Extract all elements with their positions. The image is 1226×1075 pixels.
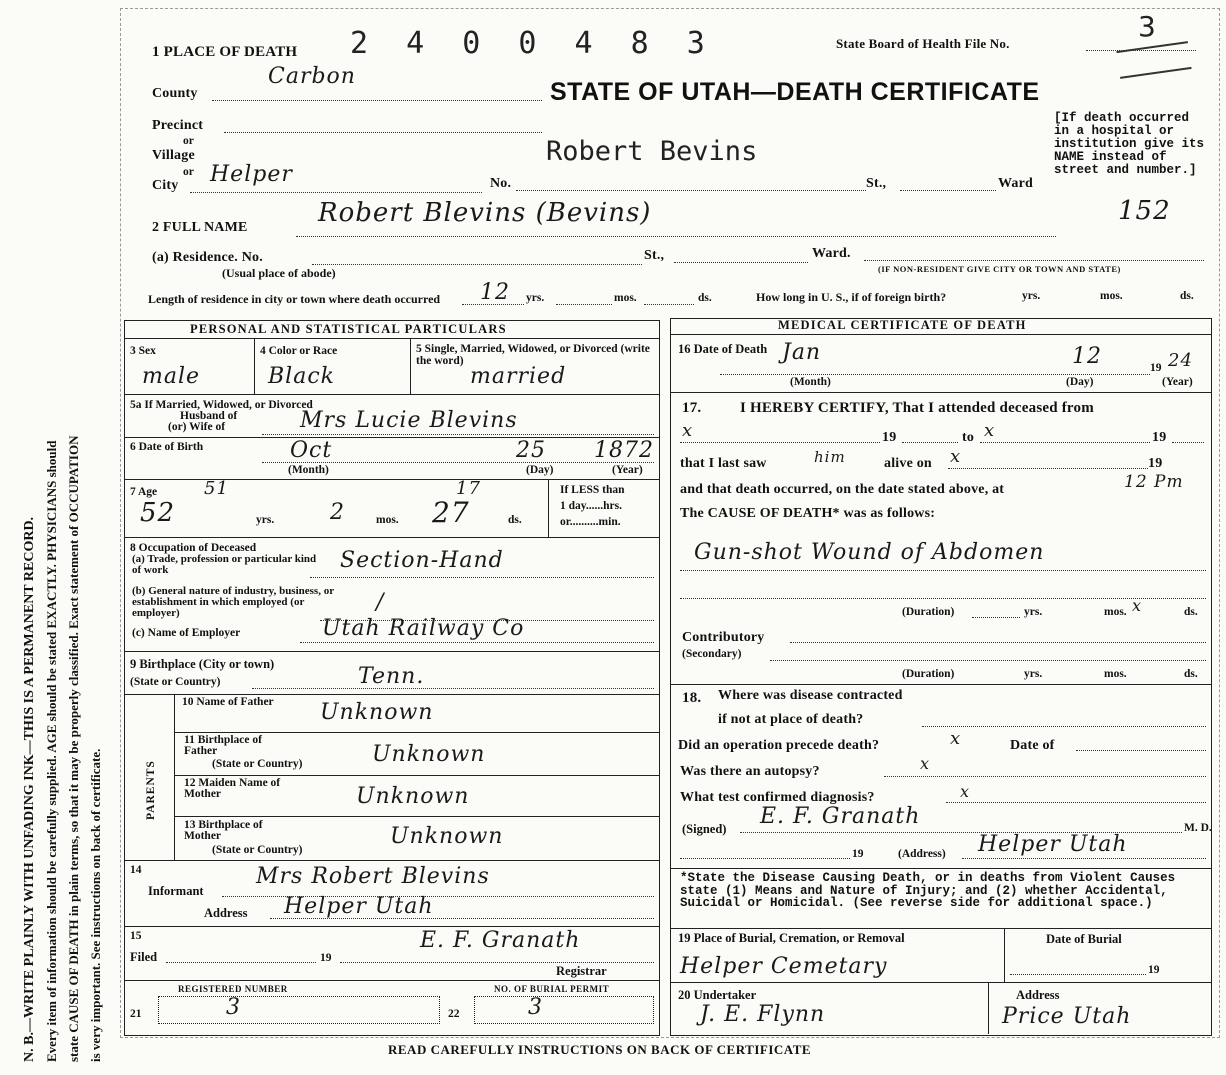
- operation-label: Did an operation precede death?: [678, 738, 880, 753]
- village-label: Village: [152, 148, 195, 163]
- residence-label: (a) Residence. No.: [152, 250, 263, 265]
- death-year-prefix: 19: [1150, 362, 1162, 374]
- signed-year-label: 19: [852, 848, 864, 860]
- precinct-label: Precinct: [152, 118, 204, 133]
- registered-number-value: 3: [226, 995, 241, 1020]
- side-note-line3: state CAUSE OF DEATH in plain terms, so that it may be properly classified. Exact statement of OCCUPATION: [66, 435, 81, 1062]
- test-value: x: [960, 782, 971, 801]
- undertaker-label: 20 Undertaker: [678, 988, 757, 1002]
- or-label-1: or: [183, 135, 194, 147]
- death-year-caption: (Year): [1162, 376, 1193, 388]
- duration-yrs-1: yrs.: [1024, 606, 1043, 618]
- occupation-b-value: /: [376, 590, 385, 615]
- dob-year: 1872: [594, 438, 654, 463]
- file-no-label: State Board of Health File No.: [836, 36, 1010, 51]
- burial-permit-heading: NO. OF BURIAL PERMIT: [494, 984, 610, 994]
- age-months: 2: [330, 500, 345, 525]
- footer-instructions: READ CAREFULLY INSTRUCTIONS ON BACK OF CERTIFICATE: [388, 1042, 812, 1057]
- duration-ds-1: ds.: [1184, 606, 1198, 618]
- us-residence-label: How long in U. S., if of foreign birth?: [756, 290, 947, 304]
- dob-label: 6 Date of Birth: [130, 441, 204, 453]
- duration-mos-1: mos.: [1104, 606, 1127, 618]
- place-of-death-label: 1 PLACE OF DEATH: [152, 44, 298, 60]
- death-day: 12: [1072, 344, 1102, 369]
- undertaker-value: J. E. Flynn: [700, 1002, 826, 1027]
- duration-label-1: (Duration): [902, 606, 955, 618]
- length-residence-value: 12: [480, 280, 510, 305]
- undertaker-address-value: Price Utah: [1002, 1004, 1132, 1029]
- less-than-label: If LESS than: [560, 484, 625, 496]
- burial-year-label: 19: [1148, 964, 1160, 976]
- from-year-label: 19: [882, 430, 897, 445]
- to-mark: x: [984, 420, 996, 441]
- color-label: 4 Color or Race: [260, 345, 338, 357]
- duration-mark: x: [1132, 596, 1143, 615]
- mother-value: Unknown: [356, 784, 470, 809]
- parents-label: PARENTS: [145, 760, 157, 820]
- birthplace-value: Tenn.: [358, 664, 425, 689]
- full-name-label: 2 FULL NAME: [152, 220, 248, 235]
- age-mos-label: mos.: [376, 514, 399, 526]
- burial-place-label: 19 Place of Burial, Cremation, or Removal: [678, 931, 905, 945]
- death-month: Jan: [782, 340, 822, 365]
- spouse-label-a: 5a If Married, Widowed, or Divorced: [130, 399, 313, 411]
- age-label: 7 Age: [130, 486, 158, 498]
- autopsy-label: Was there an autopsy?: [680, 764, 820, 779]
- no-label: No.: [490, 176, 512, 191]
- st-label: St.,: [866, 176, 887, 191]
- test-label: What test confirmed diagnosis?: [680, 790, 875, 805]
- burial-permit-value: 3: [528, 995, 543, 1020]
- last-saw-value: him: [814, 448, 846, 466]
- cause-label: The CAUSE OF DEATH* was as follows:: [680, 506, 936, 521]
- county-label: County: [152, 86, 198, 101]
- informant-address-value: Helper Utah: [284, 894, 434, 919]
- occupation-c-label: (c) Name of Employer: [132, 627, 241, 639]
- birthplace-sub-label: (State or Country): [130, 676, 221, 688]
- death-date-label: 16 Date of Death: [678, 342, 768, 356]
- father-birthplace-label: 11 Birthplace of Father: [184, 734, 262, 757]
- physician-address-label: (Address): [898, 848, 946, 860]
- from-mark: x: [682, 420, 694, 441]
- mother-birthplace-value: Unknown: [390, 824, 504, 849]
- physician-signature: E. F. Granath: [760, 804, 921, 829]
- residence-st-label: St.,: [644, 248, 665, 263]
- occupation-label: 8 Occupation of Deceased: [130, 542, 257, 554]
- non-resident-note: (IF NON-RESIDENT GIVE CITY OR TOWN AND STATE): [878, 264, 1121, 274]
- full-name-value: Robert Blevins (Bevins): [318, 198, 652, 228]
- certify-number: 17.: [682, 400, 702, 416]
- personal-heading: PERSONAL AND STATISTICAL PARTICULARS: [190, 322, 507, 336]
- alive-on-label: alive on: [884, 456, 932, 471]
- q18-text2: if not at place of death?: [718, 712, 864, 727]
- dob-month: Oct: [290, 438, 333, 463]
- hospital-note: [If death occurred in a hospital or institution give its NAME instead of street and number.]: [1054, 111, 1205, 177]
- undertaker-address-label: Address: [1016, 988, 1060, 1002]
- death-year-suffix: 24: [1168, 350, 1193, 371]
- duration-label-2: (Duration): [902, 668, 955, 680]
- or-label-2: or: [183, 166, 194, 178]
- filed-year-label: 19: [320, 952, 332, 964]
- registered-number-heading: REGISTERED NUMBER: [178, 984, 288, 994]
- us-mos-label: mos.: [1100, 290, 1123, 302]
- us-yrs-label: yrs.: [1022, 290, 1041, 302]
- age-yrs-label: yrs.: [256, 514, 275, 526]
- occupation-a-value: Section-Hand: [340, 548, 504, 573]
- alive-on-mark: x: [950, 446, 962, 467]
- mother-birthplace-sub: (State or Country): [212, 844, 303, 856]
- father-value: Unknown: [320, 700, 434, 725]
- dob-day-caption: (Day): [526, 464, 554, 476]
- filed-number: 15: [130, 930, 142, 942]
- death-month-caption: (Month): [790, 376, 831, 388]
- informant-label: Informant: [148, 884, 204, 898]
- medical-heading: MEDICAL CERTIFICATE OF DEATH: [778, 318, 1027, 332]
- marital-label: 5 Single, Married, Widowed, or Divorced (write the word): [416, 343, 650, 367]
- alive-year-label: 19: [1148, 456, 1163, 471]
- operation-value: x: [950, 728, 962, 749]
- sex-label: 3 Sex: [130, 345, 156, 357]
- length-ds-label: ds.: [698, 292, 712, 304]
- cause-value: Gun-shot Wound of Abdomen: [694, 540, 1045, 565]
- certificate-title: STATE OF UTAH—DEATH CERTIFICATE: [550, 78, 1040, 106]
- occupation-b-label: (b) General nature of industry, business, or establishment in which employed (or employer): [132, 585, 334, 619]
- duration-mos-2: mos.: [1104, 668, 1127, 680]
- age-years: 52: [140, 498, 176, 528]
- marital-value: married: [470, 364, 567, 389]
- burial-place-value: Helper Cemetary: [680, 954, 888, 979]
- sex-value: male: [142, 364, 201, 389]
- signed-label: (Signed): [682, 822, 727, 836]
- cause-footnote: *State the Disease Causing Death, or in deaths from Violent Causes state (1) Means and Nature of Injury; and (2) whether Accidental, Suicidal or Homicidal. (See reverse side for additional space.): [680, 871, 1176, 910]
- registrar-label: Registrar: [556, 964, 607, 978]
- contributory-label: Contributory: [682, 630, 765, 645]
- father-birthplace-sub: (State or Country): [212, 758, 303, 770]
- dob-day: 25: [516, 438, 546, 463]
- length-mos-label: mos.: [614, 292, 637, 304]
- spouse-label-b: Husband of: [180, 410, 238, 422]
- less-min-label: or..........min.: [560, 516, 621, 528]
- us-ds-label: ds.: [1180, 290, 1194, 302]
- ward-label: Ward: [998, 176, 1034, 191]
- birthplace-label: 9 Birthplace (City or town): [130, 657, 275, 671]
- dob-month-caption: (Month): [288, 464, 329, 476]
- mother-label: 12 Maiden Name of Mother: [184, 777, 281, 800]
- father-label: 10 Name of Father: [182, 696, 274, 708]
- color-value: Black: [268, 364, 335, 389]
- informant-number: 14: [130, 864, 142, 876]
- typed-name: Robert Bevins: [546, 136, 758, 167]
- less-day-label: 1 day......hrs.: [560, 500, 622, 512]
- mother-birthplace-label: 13 Birthplace of Mother: [184, 819, 263, 842]
- physician-address-value: Helper Utah: [978, 832, 1128, 857]
- to-year-label: 19: [1152, 430, 1167, 445]
- occupation-a-label: (a) Trade, profession or particular kind of work: [132, 553, 317, 576]
- autopsy-value: x: [920, 754, 931, 773]
- occupation-c-value: Utah Railway Co: [322, 616, 525, 641]
- duration-ds-2: ds.: [1184, 668, 1198, 680]
- informant-address-label: Address: [204, 906, 248, 920]
- burial-permit-box: [474, 996, 654, 1024]
- secondary-label: (Secondary): [682, 648, 742, 660]
- to-label: to: [962, 430, 975, 445]
- county-value: Carbon: [268, 64, 356, 89]
- age-ds-label: ds.: [508, 514, 522, 526]
- occurred-value: 12 Pm: [1124, 472, 1184, 492]
- registered-number-field: 21: [130, 1008, 142, 1020]
- registered-number-box: [158, 996, 440, 1024]
- file-no-value: 3: [1138, 10, 1158, 43]
- age-days: 27: [432, 496, 470, 529]
- registrar-signature: E. F. Granath: [420, 928, 581, 953]
- side-note-line1: N. B.—WRITE PLAINLY WITH UNFADING INK—THIS IS A PERMANENT RECORD.: [22, 516, 37, 1062]
- age-calc-years: 51: [204, 478, 229, 499]
- city-label: City: [152, 178, 179, 193]
- age-calc-days: 17: [456, 478, 481, 499]
- length-residence-label: Length of residence in city or town where death occurred: [148, 292, 441, 306]
- dob-year-caption: (Year): [612, 464, 643, 476]
- side-note-line4: is very important. See instructions on back of certificate.: [88, 748, 103, 1062]
- death-day-caption: (Day): [1066, 376, 1094, 388]
- certify-text: I HEREBY CERTIFY, That I attended deceased from: [740, 400, 1094, 416]
- father-birthplace-value: Unknown: [372, 742, 486, 767]
- q18-text: Where was disease contracted: [718, 688, 903, 703]
- spouse-value: Mrs Lucie Blevins: [300, 408, 518, 433]
- occurred-label: and that death occurred, on the date stated above, at: [680, 482, 1005, 497]
- duration-yrs-2: yrs.: [1024, 668, 1043, 680]
- filed-label: Filed: [130, 950, 158, 964]
- date-of-label: Date of: [1010, 738, 1055, 753]
- margin-number: 152: [1118, 196, 1171, 226]
- residence-sub-label: (Usual place of abode): [222, 266, 336, 280]
- md-label: M. D.: [1184, 822, 1212, 834]
- side-note-line2: Every item of information should be carefully supplied. AGE should be stated EXACTLY. PHYSICIANS should: [44, 440, 59, 1062]
- informant-value: Mrs Robert Blevins: [256, 864, 490, 889]
- last-saw-label: that I last saw: [680, 456, 767, 471]
- q18-number: 18.: [682, 690, 702, 706]
- spouse-label-c: (or) Wife of: [168, 421, 226, 433]
- burial-date-label: Date of Burial: [1046, 932, 1122, 946]
- residence-ward-label: Ward.: [812, 246, 851, 261]
- length-yrs-label: yrs.: [526, 292, 545, 304]
- city-value: Helper: [210, 162, 293, 187]
- certificate-number: 2 4 0 0 4 8 3: [350, 26, 715, 61]
- burial-permit-field: 22: [448, 1008, 460, 1020]
